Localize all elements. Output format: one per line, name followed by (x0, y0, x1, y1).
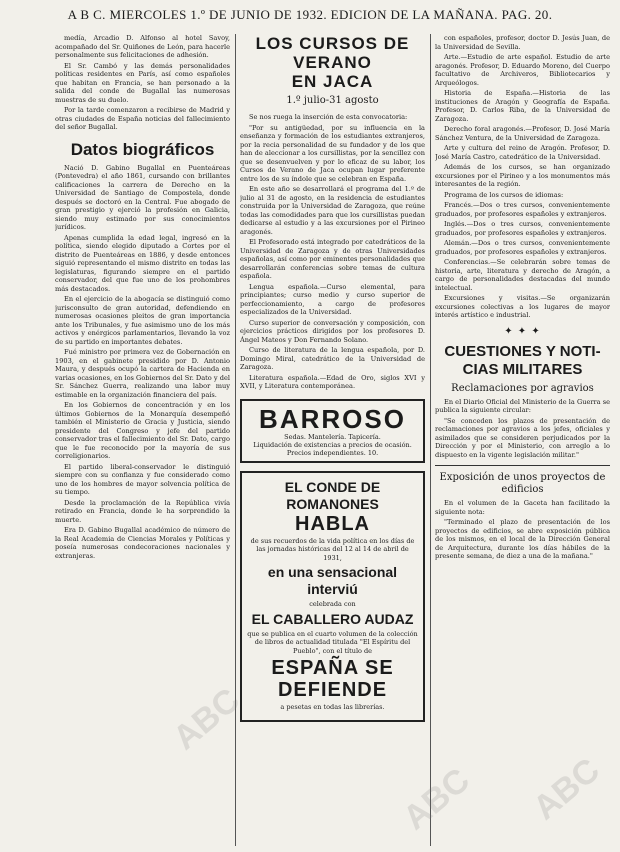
ad-book-title: ESPAÑA SE DEFIENDE (271, 657, 394, 701)
ad-line: Sedas. Mantelería. Tapicería. (284, 432, 381, 441)
subhead-exposicion: Exposición de unos proyectos de edificios (439, 472, 606, 495)
paragraph: Conferencias.—Se celebrarán sobre temas de historia, arte, literatura y derecho de Aragón, a cargo de personalidades destacadas del mundo intelectual. (435, 258, 610, 292)
headline-jaca: EN JACA (291, 72, 374, 91)
paragraph: Excursiones y visitas.—Se organizarán excursiones colectivas a los lugares de mayor interés artístico e industrial. (435, 294, 610, 319)
paragraph: Alemán.—Dos o tres cursos, convenientemente graduados, por profesores españoles y extranjeros. (435, 239, 610, 256)
paragraph: En el Diario Oficial del Ministerio de la Guerra se publica la siguiente circular: (435, 397, 610, 414)
paragraph: Fué ministro por primera vez de Gobernación en 1903, en el gabinete presidido por D. Antonio Maura, y después ocupó la cartera de Hacienda en varias ocasiones, en los Gobiernos del Sr. Dato y del Sr. Sánchez Guerra, realizando una labor muy estimable en la organización financiera del país. (55, 348, 230, 399)
column-right (435, 34, 610, 846)
watermark-logo: ABC (166, 680, 247, 758)
paragraph: Se nos ruega la inserción de esta convocatoria: (249, 113, 408, 121)
ad-line: Precios independientes. 10. (286, 448, 379, 457)
paragraph: con españoles, profesor, doctor D. Jesús Juan, de la Universidad de Sevilla. (435, 34, 610, 51)
ad-title: EL CONDE DE ROMANONES (284, 478, 381, 512)
paragraph: Arte y cultura del reino de Aragón. Profesor, D. José María Castro, catedrático de la Universidad. (435, 144, 610, 161)
paragraph: Por la tarde comenzaron a recibirse de Madrid y otras ciudades de España noticias del fallecimiento del señor Bugallal. (55, 106, 230, 131)
ad-celebrada: celebrada con (309, 600, 356, 608)
headline-cursos-verano: LOS CURSOS DE VERANO (255, 34, 410, 72)
ad-word: HABLA (295, 512, 370, 535)
headline-militares: CIAS MILITARES (462, 360, 583, 378)
paragraph: Derecho foral aragonés.—Profesor, D. José María Sánchez Ventura, de la Universidad de Zaragoza. (435, 125, 610, 142)
paragraph: En el ejercicio de la abogacía se distinguió como jurisconsulto de gran autoridad, defendiendo en numerosas ocasiones pleitos de gran importancia ante los Tribunales, y fue asimismo uno de los más activos y enérgicos parlamentarios, llevando la voz de su partido en importantes debates. (55, 295, 230, 346)
ad-note: que se publica en el cuarto volumen de la colección de libros de actualidad titulada "El Espíritu del Pueblo", con el título de (247, 629, 418, 655)
paragraph: "Se conceden los plazos de presentación de reclamaciones por agravios a los jefes, oficiales y asimilados que se consideren perjudicados por la Dirección y por el Ministerio, con arreglo a lo dispuesto en la vigente legislación militar." (435, 416, 610, 459)
paragraph: Francés.—Dos o tres cursos, convenientemente graduados, por profesores españoles y extranjeros. (435, 201, 610, 218)
advertisement-barroso (240, 399, 425, 463)
paragraph: Curso superior de conversación y composición, con ejercicios prácticos dirigidos por los profesores D. Ángel Mateos y Don Fernando Solano. (240, 318, 425, 344)
ad-author: EL CABALLERO AUDAZ (251, 610, 414, 627)
paragraph: Inglés.—Dos o tres cursos, convenientemente graduados, por profesores españoles y extranjeros. (435, 220, 610, 237)
paragraph: Apenas cumplida la edad legal, ingresó en la política, siendo elegido diputado a Cortes por el distrito de Puenteáreas en 1886, y desde entonces siguió representando el mismo distrito en todas las legislaturas, figurando siempre en el partido conservador, del que fue uno de los prohombres más destacados. (55, 233, 230, 293)
paragraph: En el volumen de la Gaceta han facilitado la siguiente nota: (435, 499, 610, 516)
paragraph: Historia de España.—Historia de las instituciones de Aragón y Geografía de España. Profesor, D. Carlos Riba, de la Universidad de Zaragoza. (435, 89, 610, 123)
ad-desc: de sus recuerdos de la vida política en los días de las jornadas históricas del 12 al 14 de abril de 1931, (250, 536, 415, 562)
subhead-reclamaciones: Reclamaciones por agravios (451, 382, 594, 394)
paragraph: Curso de literatura de la lengua española, por D. Domingo Miral, catedrático de la Universidad de Zaragoza. (240, 346, 425, 371)
ad-line: Liquidación de existencias a precios de ocasión. (253, 440, 412, 449)
watermark-logo: ABC (396, 760, 477, 838)
paragraph: Literatura española.—Edad de Oro, siglos XVI y XVII, y Literatura contemporánea. (240, 373, 425, 390)
paragraph: El partido liberal-conservador le distinguió siempre con su confianza y fue considerado como uno de los hombres de mayor solvencia política de su tiempo. (55, 462, 230, 496)
course-dates: 1.º julio-31 agosto (286, 95, 379, 106)
paragraph: "Por su antigüedad, por su influencia en la enseñanza y formación de los estudiantes extranjeros, por la recia personalidad de su fundador y de los que han de aleccionar a los cursillistas, por la sencillez con que se desenvuelven y por lo eficaz de su labor, los Cursos de Verano de Jaca ocupan lugar preferente entre los de su índole que se celebran en España. (240, 123, 425, 183)
section-title-datos-biograficos: Datos biográficos (70, 139, 215, 159)
column-divider (235, 34, 236, 846)
bio-article (55, 164, 230, 561)
page-header: A B C. MIERCOLES 1.º DE JUNIO DE 1932. EDICION DE LA MAÑANA. PAG. 20. (67, 7, 553, 22)
paragraph: En los Gobiernos de concentración y en los últimos Gobiernos de la Monarquía desempeñó también el Ministerio de Gracia y Justicia, siendo presidente del Congreso y jefe del partido conservador tras el fallecimiento del Sr. Dato, cargo que le fue reconocido por la mayoría de sus correligionarios. (55, 401, 230, 460)
paragraph: Arte.—Estudio de arte español. Estudio de arte aragonés. Profesor, D. Eduardo Moreno, del Cuerpo facultativo de Archiveros, Bibliotecarios y Arqueólogos. (435, 53, 610, 87)
paragraph: Lengua española.—Curso elemental, para principiantes; curso medio y curso superior de perfeccionamiento, a cargo de profesores especializados de la Universidad. (240, 282, 425, 316)
ad-brand: BARROSO (259, 403, 406, 434)
lead-article (55, 34, 230, 132)
column-left (55, 34, 230, 846)
paragraph: Desde la proclamación de la República vivía retirado en Francia, donde le ha sorprendido la muerte. (55, 498, 230, 524)
paragraph: Programa de los cursos de idiomas: (444, 190, 564, 199)
paragraph: "Terminado el plazo de presentación de los proyectos de edificios, se abre exposición pública de los mismos, en el local de la Dirección General de Arquitectura, durante los días hábiles de la presente semana, de diez a una de la mañana." (435, 518, 610, 560)
ad-interview: en una sensacional interviú (267, 564, 398, 597)
paragraph: En este año se desarrollará el programa del 1.º de julio al 31 de agosto, en la residencia de estudiantes construida por la Universidad de Zaragoza, que reúne todas las comodidades para que los cursillistas puedan dedicarse al estudio y a las excursiones por el Pirineo aragonés. (240, 185, 425, 236)
paragraph: Nació D. Gabino Bugallal en Puenteáreas (Pontevedra) el año 1861, cursando con brillantes calificaciones la carrera de Derecho en la Universidad de Santiago de Compostela, donde después se doctoró en la Central. Fue abogado de gran prestigio y ejerció la profesión en Galicia, siendo muy estimado por sus conocimientos jurídicos. (55, 163, 230, 231)
ad-footer: a pesetas en todas las librerías. (280, 703, 385, 711)
watermark-logo: ABC (526, 750, 607, 828)
paragraph: El Profesorado está integrado por catedráticos de la Universidad de Zaragoza y de otras Universidades españolas, así como por eminentes personalidades que desarrollarán conferencias sobre temas de cultura española. (240, 238, 425, 280)
column-divider (430, 34, 431, 846)
column-center (240, 34, 425, 846)
paragraph: Además de los cursos, se han organizado excursiones por el Pirineo y a los monumentos más interesantes de la región. (435, 163, 610, 188)
paragraph: Era D. Gabino Bugallal académico de número de la Real Academia de Ciencias Morales y Políticas y poseía numerosas condecoraciones nacionales y extranjeras. (55, 526, 230, 560)
headline-cuestiones: CUESTIONES Y NOTI- (444, 342, 601, 360)
ornament-divider: ✦ ✦ ✦ (504, 325, 541, 337)
rule (435, 465, 610, 466)
paragraph: medía, Arcadio D. Alfonso al hotel Savoy, acompañado del Sr. Quiñones de León, para hacerle personalmente sus felicitaciones de adhesión. (55, 34, 230, 59)
paragraph: El Sr. Cambó y las demás personalidades políticas residentes en París, así como españoles que habitan en Francia, se han personado a la salida del conde de Bugallal las numerosas muestras de su duelo. (55, 61, 230, 104)
advertisement-romanones (240, 471, 425, 722)
